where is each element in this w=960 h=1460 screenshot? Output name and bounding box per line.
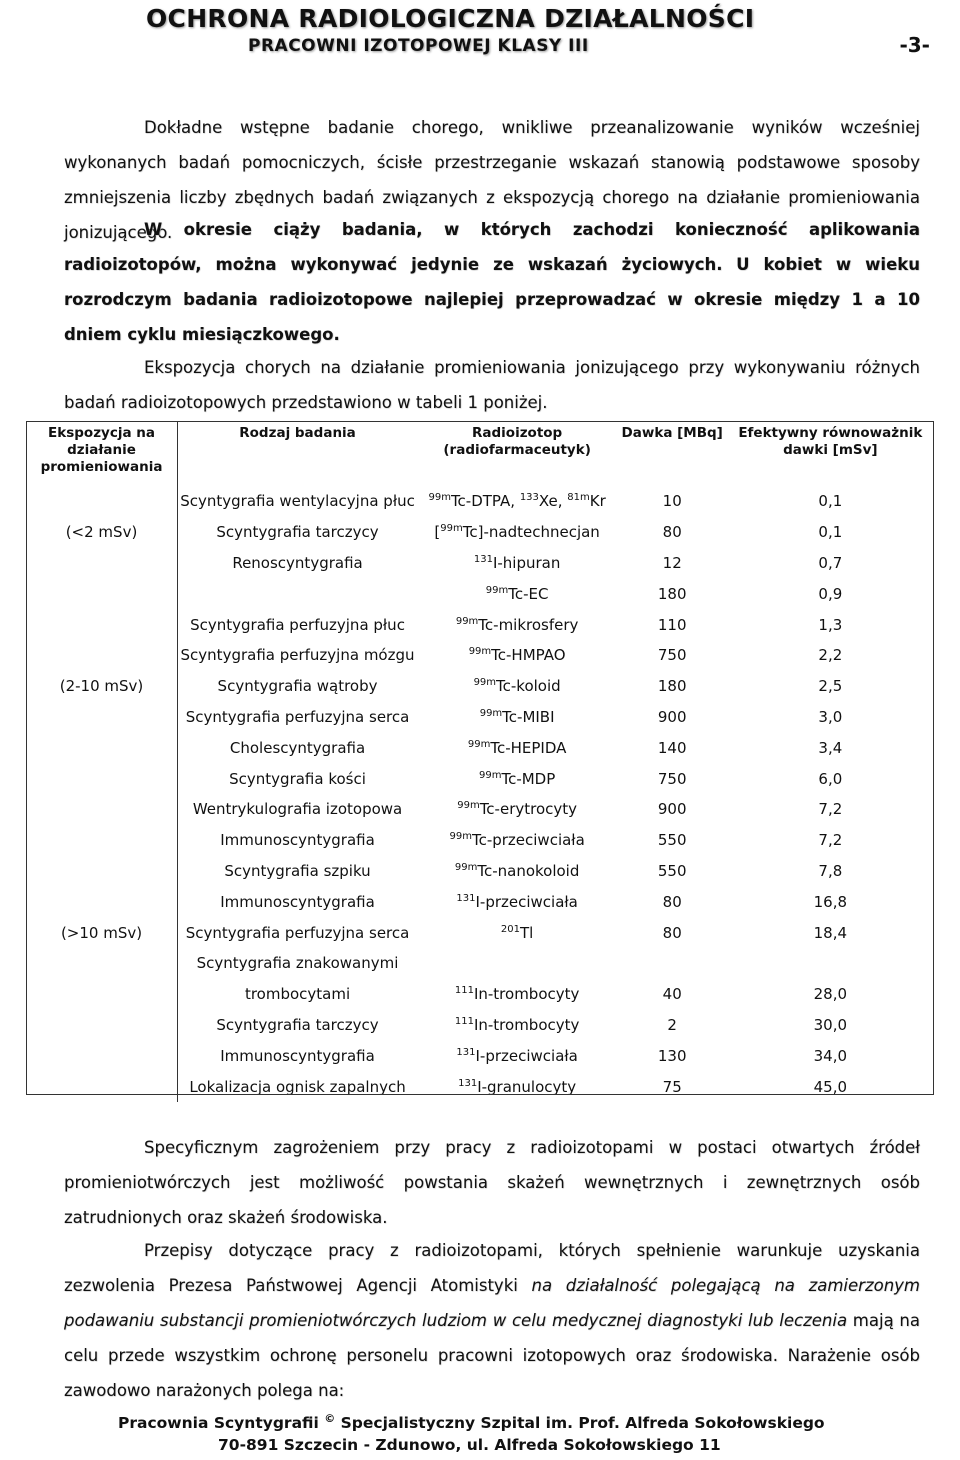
- table-row: [26, 1010, 934, 1041]
- exposure-group-label: (2-10 mSv): [59, 677, 144, 696]
- isotope-mass-number: 131: [458, 1077, 478, 1089]
- cell-exam: [178, 671, 418, 702]
- cell-exam: [178, 1040, 418, 1071]
- effective-dose-value: 1,3: [818, 615, 843, 634]
- effective-dose-value: 3,0: [818, 707, 843, 726]
- cell-exam: [178, 979, 418, 1010]
- cell-effective-dose: [727, 825, 933, 856]
- exam-name: Scyntygrafia kości: [229, 769, 366, 788]
- pregnancy-warning: W okresie ciąży badania, w których zachodzi konieczność aplikowania radioizotopów, można wykonywać jedynie ze wskazań życiowych.: [64, 220, 920, 274]
- cell-exam: [178, 917, 418, 948]
- page-number: -3-: [899, 33, 930, 57]
- cell-exam: [178, 886, 418, 917]
- cell-dose: [617, 948, 727, 979]
- dose-value: 750: [657, 769, 687, 788]
- cell-exposure-group: [26, 702, 178, 733]
- cell-isotope: [417, 1040, 617, 1071]
- table-row: [26, 486, 934, 517]
- header-exposure: Ekspozycja na działanie promieniowania: [26, 421, 178, 486]
- effective-dose-value: 34,0: [813, 1046, 848, 1065]
- dose-value: 180: [657, 584, 687, 603]
- exam-name: Renoscyntygrafia: [232, 553, 363, 572]
- table-row: [26, 609, 934, 640]
- isotope-mass-number: 133: [519, 492, 539, 504]
- dose-value: 2: [667, 1015, 677, 1034]
- footer-address: 70-891 Szczecin - Zdunowo, ul. Alfreda Sokołowskiego 11: [218, 1436, 721, 1454]
- cell-isotope: [417, 948, 617, 979]
- dose-value: 130: [657, 1046, 687, 1065]
- cell-dose: [617, 548, 727, 579]
- cell-dose: [617, 794, 727, 825]
- cell-exposure-group: [26, 825, 178, 856]
- dose-value: 12: [662, 553, 682, 572]
- effective-dose-value: 6,0: [818, 769, 843, 788]
- table-row: [26, 640, 934, 671]
- cell-effective-dose: [727, 1071, 933, 1102]
- cell-effective-dose: [727, 1010, 933, 1041]
- cell-exposure-group: [26, 917, 178, 948]
- isotope-mass-number: 201: [500, 923, 520, 935]
- exam-name: Immunoscyntygrafia: [220, 831, 375, 850]
- cell-effective-dose: [727, 856, 933, 887]
- intro-text-3: Ekspozycja chorych na działanie promieniowania jonizującego przy wykonywaniu różnych badań radioizotopowych przedstawiono w tabeli 1 poniżej.: [64, 358, 920, 412]
- cell-exam: [178, 763, 418, 794]
- exam-name: Scyntygrafia tarczycy: [216, 1015, 379, 1034]
- dose-value: 900: [657, 707, 687, 726]
- effective-dose-value: 0,1: [818, 492, 843, 511]
- isotope-mass-number: 99m: [457, 800, 480, 812]
- exposure-group-label: (>10 mSv): [60, 923, 143, 942]
- isotope-name: Tc-koloid: [496, 677, 561, 696]
- isotope-name: Kr: [589, 492, 606, 511]
- outro-paragraph-1: [64, 1130, 920, 1235]
- isotope-name: Tc-mikrosfery: [478, 615, 579, 634]
- cell-dose: [617, 640, 727, 671]
- cell-exam: [178, 702, 418, 733]
- cell-exam: [178, 548, 418, 579]
- cell-exposure-group: [26, 763, 178, 794]
- cell-effective-dose: [727, 578, 933, 609]
- cell-effective-dose: [727, 917, 933, 948]
- exam-name: Immunoscyntygrafia: [220, 892, 375, 911]
- isotope-name: I-przeciwciała: [475, 892, 578, 911]
- dose-value: 140: [657, 738, 687, 757]
- cell-exam: [178, 517, 418, 548]
- isotope-mass-number: 99m: [479, 707, 503, 719]
- cell-exposure-group: [26, 732, 178, 763]
- isotope-mass-number: 99m: [440, 523, 463, 535]
- header-dose: Dawka [MBq]: [621, 425, 723, 441]
- isotope-mass-number: 99m: [485, 584, 509, 596]
- dose-value: 75: [662, 1077, 682, 1096]
- table-row: [26, 702, 934, 733]
- page-subtitle: PRACOWNI IZOTOPOWEJ KLASY III: [248, 36, 589, 56]
- table-row: [26, 825, 934, 856]
- cell-exam: [178, 640, 418, 671]
- cell-dose: [617, 1010, 727, 1041]
- isotope-name: Tc-nanokoloid: [477, 861, 580, 880]
- cell-exposure-group: [26, 609, 178, 640]
- cell-effective-dose: [727, 671, 933, 702]
- isotope-mass-number: 99m: [455, 615, 479, 627]
- dose-value: 110: [657, 615, 687, 634]
- exam-name: Scyntygrafia wentylacyjna płuc: [180, 492, 415, 511]
- cell-exposure-group: [26, 517, 178, 548]
- cell-isotope: [417, 609, 617, 640]
- cell-dose: [617, 825, 727, 856]
- cell-effective-dose: [727, 948, 933, 979]
- exam-name: Scyntygrafia perfuzyjna serca: [185, 923, 410, 942]
- table-row: [26, 548, 934, 579]
- fertile-age-advice: U kobiet w wieku rozrodczym badania radioizotopowe najlepiej przeprowadzać w okresie między 1 a 10 dniem cyklu miesiączkowego.: [64, 255, 920, 344]
- isotope-name: Tl: [520, 923, 534, 942]
- cell-dose: [617, 486, 727, 517]
- outro-italic-text: na działalność polegającą na zamierzonym podawaniu substancji promieniotwórczych ludziom w celu medycznej diagnostyki lub leczenia: [64, 1276, 920, 1330]
- effective-dose-value: 2,2: [818, 646, 843, 665]
- exam-name: Scyntygrafia tarczycy: [216, 523, 379, 542]
- outro-text-2b: mają na celu przede wszystkim ochronę personelu pracowni izotopowych oraz środowiska. Narażenie osób zawodowo narażonych polega na:: [64, 1311, 920, 1400]
- footer-lab-name: Pracownia Scyntygrafii: [118, 1414, 319, 1432]
- isotope-mass-number: 131: [456, 892, 476, 904]
- cell-exposure-group: [26, 886, 178, 917]
- dose-value: 80: [662, 892, 682, 911]
- cell-effective-dose: [727, 979, 933, 1010]
- cell-exposure-group: [26, 671, 178, 702]
- cell-isotope: [417, 548, 617, 579]
- isotope-mass-number: 99m: [449, 831, 472, 843]
- table-row: [26, 794, 934, 825]
- effective-dose-value: 28,0: [813, 985, 848, 1004]
- cell-exposure-group: [26, 578, 178, 609]
- cell-isotope: [417, 578, 617, 609]
- isotope-mass-number: 99m: [454, 861, 478, 873]
- intro-paragraph-2: [64, 212, 920, 352]
- isotope-mass-number: 111: [454, 985, 474, 997]
- effective-dose-value: 0,1: [818, 523, 843, 542]
- outro-text-2a: Przepisy dotyczące pracy z radioizotopami, których spełnienie warunkuje uzyskania zezwolenia Prezesa Państwowej Agencji Atomistyki: [64, 1241, 920, 1295]
- isotope-name: Tc-DTPA,: [450, 492, 520, 511]
- cell-exam: [178, 609, 418, 640]
- effective-dose-value: 7,2: [818, 800, 843, 819]
- cell-dose: [617, 856, 727, 887]
- isotope-name: Tc-MDP: [501, 769, 556, 788]
- cell-exposure-group: [26, 1010, 178, 1041]
- cell-exposure-group: [26, 948, 178, 979]
- isotope-name: Tc-HEPIDA: [490, 738, 567, 757]
- effective-dose-value: 7,8: [818, 861, 843, 880]
- table-row: [26, 917, 934, 948]
- isotope-mass-number: 81m: [567, 492, 590, 504]
- exam-name: Scyntygrafia perfuzyjna mózgu: [180, 646, 415, 665]
- isotope-name: I-przeciwciała: [475, 1046, 578, 1065]
- cell-exposure-group: [26, 640, 178, 671]
- isotope-bracket: [: [434, 523, 441, 542]
- cell-dose: [617, 517, 727, 548]
- isotope-name: In-trombocyty: [473, 1015, 580, 1034]
- cell-effective-dose: [727, 517, 933, 548]
- cell-effective-dose: [727, 486, 933, 517]
- cell-dose: [617, 609, 727, 640]
- cell-isotope: [417, 732, 617, 763]
- isotope-name: I-hipuran: [492, 553, 561, 572]
- outro-paragraph-2: [64, 1233, 920, 1408]
- exam-name: Scyntygrafia znakowanymi: [196, 954, 399, 973]
- isotope-mass-number: 99m: [467, 738, 491, 750]
- cell-isotope: [417, 825, 617, 856]
- cell-isotope: [417, 517, 617, 548]
- cell-effective-dose: [727, 794, 933, 825]
- exam-name: Scyntygrafia szpiku: [224, 861, 371, 880]
- header-effective-dose: Efektywny równoważnik dawki [mSv]: [738, 425, 923, 458]
- cell-exam: [178, 856, 418, 887]
- cell-effective-dose: [727, 1040, 933, 1071]
- exam-name: Immunoscyntygrafia: [220, 1046, 375, 1065]
- effective-dose-value: 0,7: [818, 553, 843, 572]
- cell-exam: [178, 732, 418, 763]
- cell-exposure-group: [26, 794, 178, 825]
- footer-line-1: [118, 1414, 825, 1432]
- cell-exam: [178, 794, 418, 825]
- dose-value: 900: [657, 800, 687, 819]
- exam-name: Lokalizacja ognisk zapalnych: [189, 1077, 406, 1096]
- cell-isotope: [417, 856, 617, 887]
- outro-text-1: Specyficznym zagrożeniem przy pracy z radioizotopami w postaci otwartych źródeł promieniotwórczych jest możliwość powstania skażeń wewnętrznych i zewnętrznych osób zatrudnionych oraz skażeń środowiska.: [64, 1138, 920, 1227]
- cell-exposure-group: [26, 1040, 178, 1071]
- exam-name: Cholescyntygrafia: [229, 738, 366, 757]
- isotope-name: Tc-MIBI: [502, 707, 555, 726]
- isotope-name: Tc-HMPAO: [491, 646, 566, 665]
- isotope-mass-number: 99m: [468, 646, 492, 658]
- table-row: [26, 979, 934, 1010]
- isotope-name: In-trombocyty: [473, 985, 580, 1004]
- exposure-group-label: (<2 mSv): [65, 523, 138, 542]
- effective-dose-value: 45,0: [813, 1077, 848, 1096]
- dose-value: 80: [662, 923, 682, 942]
- table-row: [26, 1040, 934, 1071]
- effective-dose-value: 7,2: [818, 831, 843, 850]
- isotope-mass-number: 131: [456, 1046, 476, 1058]
- cell-exam: [178, 825, 418, 856]
- cell-effective-dose: [727, 548, 933, 579]
- dose-value: 550: [657, 831, 687, 850]
- cell-dose: [617, 1071, 727, 1102]
- intro-text-1: Dokładne wstępne badanie chorego, wnikliwe przeanalizowanie wyników wcześniej wykonanych badań pomocniczych, ścisłe przestrzeganie wskazań stanowią podstawowe sposoby zmniejszenia liczby zbędnych badań związanych z ekspozycją chorego na działanie promieniowania jonizującego.: [64, 118, 920, 242]
- cell-isotope: [417, 702, 617, 733]
- cell-dose: [617, 732, 727, 763]
- cell-isotope: [417, 794, 617, 825]
- copyright-symbol: ©: [324, 1412, 336, 1425]
- cell-exam: [178, 486, 418, 517]
- dose-value: 10: [662, 492, 682, 511]
- isotope-mass-number: 99m: [478, 769, 502, 781]
- footer-hospital-name: Specjalistyczny Szpital im. Prof. Alfreda Sokołowskiego: [340, 1414, 825, 1432]
- cell-effective-dose: [727, 763, 933, 794]
- isotope-name: Xe,: [538, 492, 568, 511]
- effective-dose-value: 0,9: [818, 584, 843, 603]
- table-row: [26, 763, 934, 794]
- table-row: [26, 732, 934, 763]
- cell-isotope: [417, 1010, 617, 1041]
- cell-dose: [617, 578, 727, 609]
- cell-effective-dose: [727, 640, 933, 671]
- cell-dose: [617, 702, 727, 733]
- isotope-mass-number: 111: [454, 1015, 474, 1027]
- table-row: [26, 856, 934, 887]
- cell-effective-dose: [727, 732, 933, 763]
- isotope-mass-number: 131: [473, 553, 493, 565]
- effective-dose-value: 30,0: [813, 1015, 848, 1034]
- cell-isotope: [417, 640, 617, 671]
- cell-effective-dose: [727, 702, 933, 733]
- cell-isotope: [417, 671, 617, 702]
- effective-dose-value: 16,8: [813, 892, 848, 911]
- isotope-mass-number: 99m: [428, 492, 451, 504]
- table-row: [26, 948, 934, 979]
- isotope-name: Tc-erytrocyty: [479, 800, 578, 819]
- cell-exposure-group: [26, 979, 178, 1010]
- cell-isotope: [417, 1071, 617, 1102]
- isotope-name: I-granulocyty: [477, 1077, 577, 1096]
- cell-exam: [178, 578, 418, 609]
- effective-dose-value: 3,4: [818, 738, 843, 757]
- cell-dose: [617, 886, 727, 917]
- isotope-name: Tc-EC: [508, 584, 549, 603]
- exam-name: trombocytami: [244, 985, 351, 1004]
- exam-name: Scyntygrafia perfuzyjna serca: [185, 707, 410, 726]
- header-isotope: Radioizotop (radiofarmaceutyk): [443, 425, 591, 458]
- table-row: [26, 671, 934, 702]
- cell-exposure-group: [26, 1071, 178, 1102]
- effective-dose-value: 2,5: [818, 677, 843, 696]
- header-exam: Rodzaj badania: [239, 425, 356, 441]
- cell-effective-dose: [727, 886, 933, 917]
- isotope-name: Tc-przeciwciała: [471, 831, 585, 850]
- cell-exposure-group: [26, 486, 178, 517]
- table-header-row: [26, 421, 934, 486]
- table-row: [26, 517, 934, 548]
- page-title: OCHRONA RADIOLOGICZNA DZIAŁALNOŚCI: [146, 4, 755, 33]
- cell-exam: [178, 1010, 418, 1041]
- dose-value: 550: [657, 861, 687, 880]
- dose-value: 80: [662, 523, 682, 542]
- exam-name: Scyntygrafia wątroby: [217, 677, 378, 696]
- cell-exposure-group: [26, 856, 178, 887]
- effective-dose-value: 18,4: [813, 923, 848, 942]
- cell-isotope: [417, 886, 617, 917]
- dose-value: 40: [662, 985, 682, 1004]
- cell-exam: [178, 948, 418, 979]
- cell-dose: [617, 763, 727, 794]
- table-row: [26, 886, 934, 917]
- exposure-table: [26, 421, 934, 1102]
- isotope-mass-number: 99m: [473, 677, 497, 689]
- exam-name: Wentrykulografia izotopowa: [192, 800, 403, 819]
- intro-paragraph-3: [64, 350, 920, 420]
- cell-dose: [617, 671, 727, 702]
- isotope-name: Tc]-nadtechnecjan: [462, 523, 600, 542]
- table-row: [26, 578, 934, 609]
- table-row: [26, 1071, 934, 1102]
- cell-effective-dose: [727, 609, 933, 640]
- cell-dose: [617, 979, 727, 1010]
- dose-value: 180: [657, 677, 687, 696]
- exam-name: Scyntygrafia perfuzyjna płuc: [190, 615, 405, 634]
- cell-exposure-group: [26, 548, 178, 579]
- cell-isotope: [417, 486, 617, 517]
- cell-dose: [617, 917, 727, 948]
- cell-isotope: [417, 763, 617, 794]
- dose-value: 750: [657, 646, 687, 665]
- cell-isotope: [417, 979, 617, 1010]
- cell-isotope: [417, 917, 617, 948]
- cell-dose: [617, 1040, 727, 1071]
- cell-exam: [178, 1071, 418, 1102]
